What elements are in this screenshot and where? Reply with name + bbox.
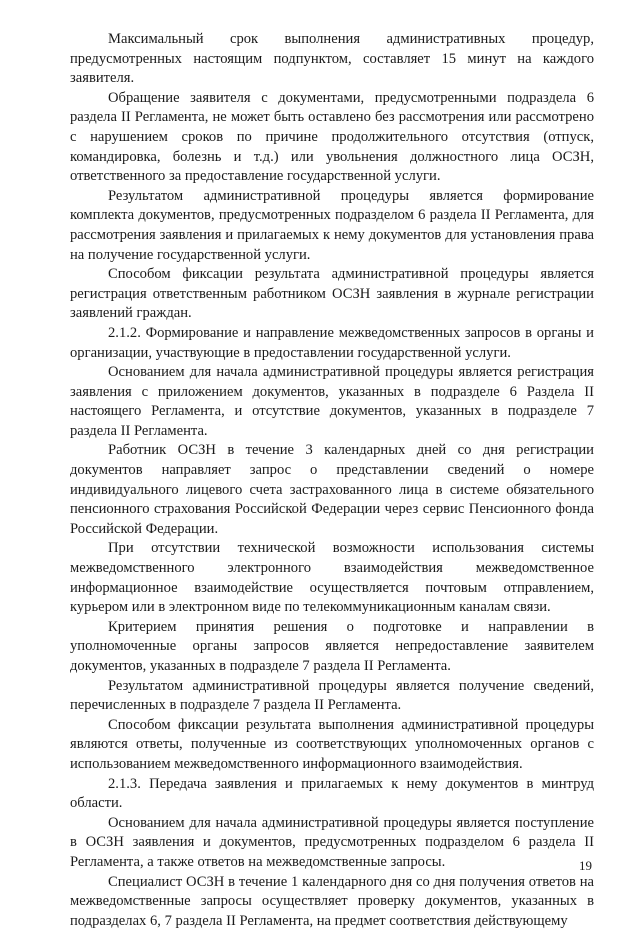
paragraph-11: Способом фиксации результата выполнения административной процедуры являются ответы, полученные из соответствующих уполномоченных органов с использованием межведомственного информационного взаимодействия. <box>70 716 594 772</box>
section-heading-2-1-2: 2.1.2. Формирование и направление межведомственных запросов в органы и организации, участвующие в предоставлении государственной услуги. <box>70 324 594 361</box>
paragraph-14: Специалист ОСЗН в течение 1 календарного дня со дня получения ответов на межведомственные запросы осуществляет проверку документов, указанных в подразделах 6, 7 раздела II Регламента, на предмет соответствия действующему <box>70 873 594 929</box>
paragraph-3: Результатом административной процедуры является формирование комплекта документов, предусмотренных подразделом 6 раздела II Регламента, для рассмотрения заявления и прилагаемых к нему документов для установления права на получение государственной услуги. <box>70 187 594 263</box>
document-body <box>70 30 594 931</box>
page-number: 19 <box>579 858 592 873</box>
paragraph-10: Результатом административной процедуры является получение сведений, перечисленных в подразделе 7 раздела II Регламента. <box>70 677 594 714</box>
section-heading-2-1-3: 2.1.3. Передача заявления и прилагаемых к нему документов в минтруд области. <box>70 775 594 812</box>
paragraph-1: Максимальный срок выполнения административных процедур, предусмотренных настоящим подпунктом, составляет 15 минут на каждого заявителя. <box>70 31 594 87</box>
paragraph-6: Основанием для начала административной процедуры является регистрация заявления с приложением документов, указанных в подразделе 6 Раздела II настоящего Регламента, и отсутствие документов, указанных в подразделе 7 раздела II Регламента. <box>70 364 594 439</box>
paragraph-2: Обращение заявителя с документами, предусмотренными подраздела 6 раздела II Регламента, не может быть оставлено без рассмотрения или рассмотрено с нарушением сроков по причине продолжительного отсутствия (отпуск, командировка, болезнь и т.д.) или увольнения должностного лица ОСЗН, ответственного за предоставление государственной услуги. <box>70 89 594 185</box>
paragraph-7: Работник ОСЗН в течение 3 календарных дней со дня регистрации документов направляет запрос о представлении сведений о номере индивидуального лицевого счета застрахованного лица в системе обязательного пенсионного страхования Российской Федерации через сервис Пенсионного фонда Российской Федерации. <box>70 442 594 537</box>
paragraph-9: Критерием принятия решения о подготовке и направлении в уполномоченные органы запросов является непредоставление заявителем документов, указанных в подразделе 7 раздела II Регламента. <box>70 618 594 674</box>
paragraph-8: При отсутствии технической возможности использования системы межведомственного электронного взаимодействия межведомственное информационное взаимодействие осуществляется почтовым отправлением, курьером или в электронном виде по телекоммуникационным каналам связи. <box>70 540 594 616</box>
paragraph-13: Основанием для начала административной процедуры является поступление в ОСЗН заявления и документов, предусмотренных подразделом 6 раздела II Регламента, а также ответов на межведомственные запросы. <box>70 814 594 870</box>
paragraph-4: Способом фиксации результата административной процедуры является регистрация ответственным работником ОСЗН заявления в журнале регистрации заявлений граждан. <box>70 266 594 322</box>
